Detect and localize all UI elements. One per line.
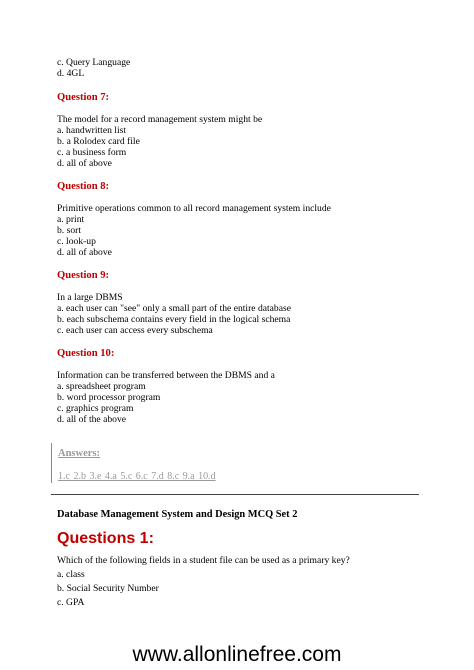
option-text: d. all of the above [57,414,126,425]
option-text: c. each user can access every subschema [57,325,213,336]
option-text: c. Query Language [57,57,131,68]
option-text: a. spreadsheet program [57,381,146,392]
question-text: The model for a record management system might be [57,114,263,125]
question-heading: Question 8: [57,181,110,192]
section-title: Database Management System and Design MCQ Set 2 [57,509,298,520]
answers-block [51,443,302,483]
option-text: b. a Rolodex card file [57,136,140,147]
question-heading: Questions 1: [57,530,154,547]
option-text: d. all of above [57,158,112,169]
question-text: Information can be transferred between the DBMS and a [57,370,275,381]
question-heading: Question 7: [57,92,110,103]
option-text: b. each subschema contains every field in the logical schema [57,314,291,325]
answers-list: 1.c 2.b 3.e 4.a 5.c 6.c 7.d 8.c 9.a 10.d [58,471,216,482]
option-text: c. look-up [57,236,96,247]
section-divider [51,494,419,495]
option-text: d. all of above [57,247,112,258]
option-text: b. word processor program [57,392,161,403]
question-heading: Question 9: [57,270,110,281]
option-text: c. a business form [57,147,127,158]
option-text: a. handwritten list [57,125,127,136]
option-text: a. class [57,569,85,580]
option-text: c. graphics program [57,403,134,414]
option-text: a. print [57,214,85,225]
answers-title: Answers: [58,448,100,459]
question-text: Which of the following fields in a student file can be used as a primary key? [57,555,350,566]
option-text: b. Social Security Number [57,583,159,594]
question-text: Primitive operations common to all record management system include [57,203,331,214]
option-text: b. sort [57,225,81,236]
option-text: a. each user can "see" only a small part of the entire database [57,303,291,314]
option-text: d. 4GL [57,68,85,79]
question-text: In a large DBMS [57,292,123,303]
option-text: c. GPA [57,597,85,608]
question-heading: Question 10: [57,348,115,359]
footer-url: www.allonlinefree.com [132,643,342,666]
